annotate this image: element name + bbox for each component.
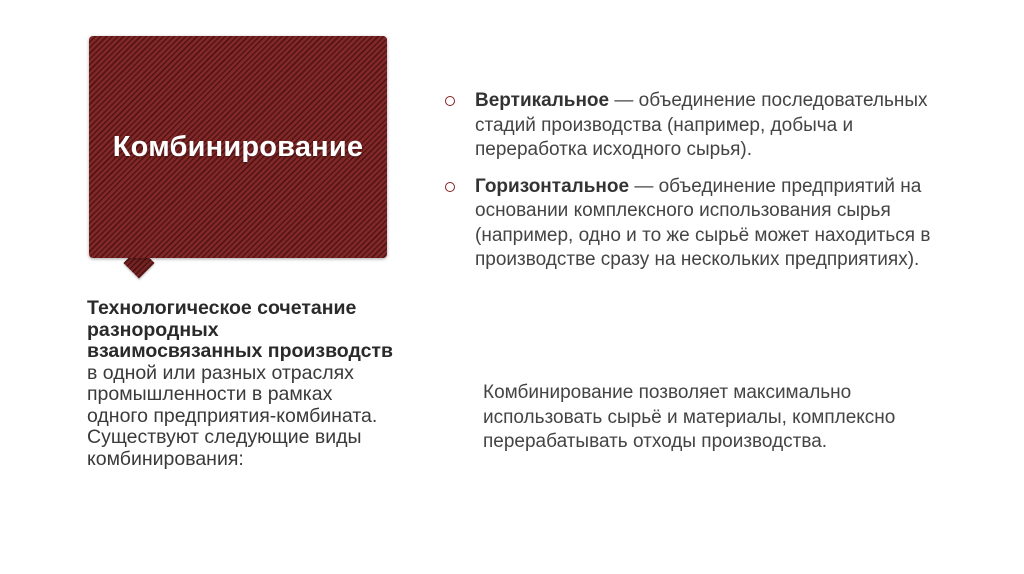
slide-title: Комбинирование — [112, 130, 364, 163]
bullet-item-horizontal — [445, 175, 965, 273]
bullet-item-vertical — [445, 89, 965, 163]
bullet-circle-icon — [445, 96, 455, 106]
bullet-text: — объединение последовательных стадий производства (например, добыча и переработка исходного сырья). — [475, 90, 928, 160]
definition-text — [87, 298, 397, 470]
summary-note: Комбинирование позволяет максимально использовать сырьё и материалы, комплексно перерабатывать отходы производства. — [483, 382, 896, 452]
bullet-list — [445, 89, 965, 285]
bullet-term: Горизонтальное — [475, 175, 630, 197]
title-callout — [89, 36, 387, 258]
bullet-text: — объединение предприятий на основании комплексного использования сырья (например, одно и то же сырьё может находиться в производстве сразу на нескольких предприятиях). — [475, 175, 931, 270]
definition-rest: в одной или разных отраслях промышленности в рамках одного предприятия-комбината. Существуют следующие виды комбинирования: — [87, 361, 378, 470]
definition-bold: Технологическое сочетание разнородных взаимосвязанных производств — [87, 297, 393, 362]
bullet-term: Вертикальное — [475, 90, 610, 111]
bullet-circle-icon — [445, 182, 455, 192]
